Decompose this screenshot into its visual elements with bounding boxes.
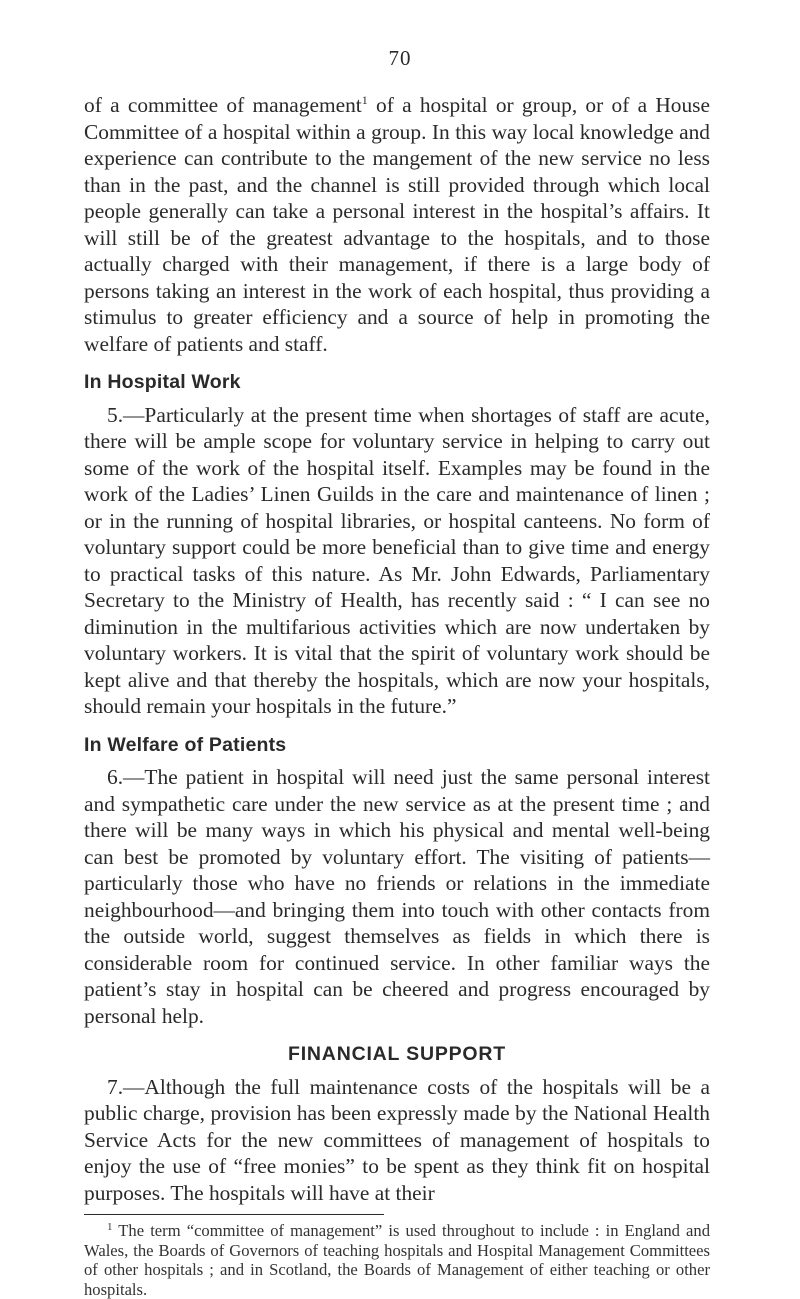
paragraph-7: 7.—Although the full maintenance costs of the hospitals will be a public charge, provision has been expressly made by the National Health Service Acts for the new committees of management of hospitals to enjoy the use of “free monies” to be spent as they think fit on hospital purposes. The hospitals will have at their <box>84 1074 710 1205</box>
footnote-reference: 1 <box>361 93 368 107</box>
paragraph-6: 6.—The patient in hospital will need just the same personal interest and sympathetic care under the new service as at the present time ; and there will be many ways in which his physical and mental well-being can best be promoted by voluntary effort. The visiting of patients—particularly those who have no friends or relations in the immediate neighbourhood—and bringing them into touch with other contacts from the outside world, suggest themselves as fields in which there is considerable room for continued service. In other familiar ways the patient’s stay in hospital can be cheered and progress encouraged by personal help. <box>84 765 710 1028</box>
paragraph-5: 5.—Particularly at the present time when shortages of staff are acute, there will be ample scope for voluntary service in helping to carry out some of the work of the hospital itself. Examples may be found in the work of the Ladies’ Linen Guilds in the care and maintenance of linen ; or in the running of hospital libraries, or hospital canteens. No form of voluntary support could be more beneficial than to give time and energy to practical tasks of this nature. As Mr. John Edwards, Parliamentary Secretary to the Ministry of Health, has recently said : “ I can see no diminution in the multifarious activities which are now undertaken by voluntary workers. It is vital that the spirit of voluntary work should be kept alive and that thereby the hospitals, which are now your hospitals, should remain your hospitals in the future.” <box>84 402 710 718</box>
section-heading-hospital-work: In Hospital Work <box>84 371 241 393</box>
footnote <box>84 1221 710 1299</box>
section-heading-welfare-of-patients: In Welfare of Patients <box>84 733 287 756</box>
body-text <box>84 92 710 1299</box>
footnote-marker: 1 <box>107 1221 113 1233</box>
paragraph-text: of a committee of management <box>84 93 362 117</box>
page-number: 70 <box>388 46 412 70</box>
section-heading-financial-support: FINANCIAL SUPPORT <box>288 1043 506 1065</box>
footnote-divider <box>84 1214 384 1215</box>
paragraph-text: of a hospital or group, or of a House Committee of a hospital within a group. In this way local knowledge and experience can contribute to the mangement of the new service no less than in the past, and the channel is still provided through which local people generally can take a personal interest in the hospital’s affairs. It will still be of the greatest advantage to the hospitals, and to those actually charged with their management, if there is a large body of persons taking an interest in the work of each hospital, thus providing a stimulus to greater efficiency and a source of help in promoting the welfare of patients and staff. <box>84 93 710 356</box>
footnote-text: The term “committee of management” is used throughout to include : in England and Wales, the Boards of Governors of teaching hospitals and Hospital Management Committees of other hospitals ; and in Scotland, the Boards of Management of either teaching or other hospitals. <box>84 1221 710 1299</box>
paragraph-continuation <box>84 92 710 357</box>
